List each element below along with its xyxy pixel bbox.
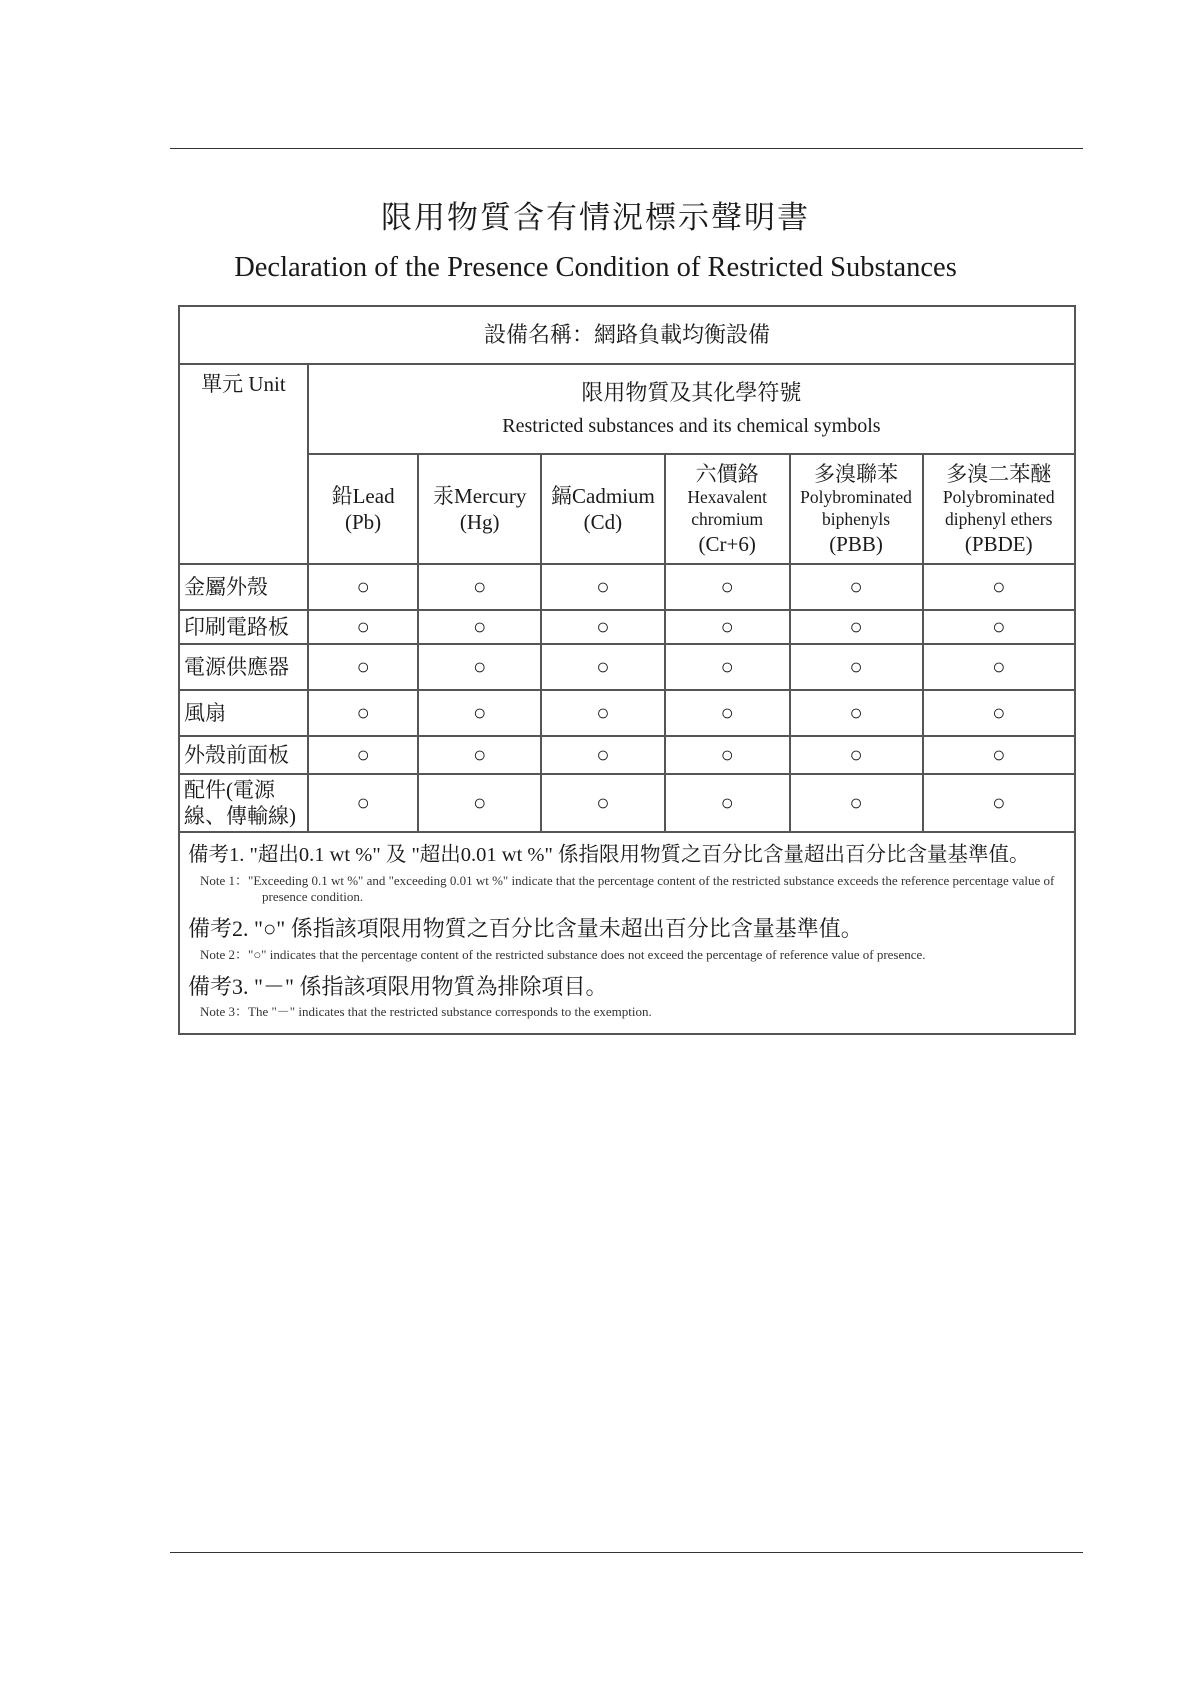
status-cell bbox=[923, 774, 1075, 832]
status-mark: ○ bbox=[473, 574, 487, 599]
unit-header bbox=[179, 364, 308, 564]
substance-line: 多溴聯苯 bbox=[814, 461, 899, 486]
substances-group-en: Restricted substances and its chemical symbols bbox=[502, 415, 881, 438]
status-cell bbox=[790, 610, 923, 644]
table-row bbox=[179, 774, 1075, 832]
substance-line: 鎘Cadmium bbox=[551, 483, 655, 508]
table-row bbox=[179, 736, 1075, 774]
status-cell bbox=[923, 610, 1075, 644]
status-mark: ○ bbox=[849, 654, 863, 679]
status-mark: ○ bbox=[596, 700, 610, 725]
device-name: 設備名稱：網路負載均衡設備 bbox=[179, 306, 1075, 364]
status-mark: ○ bbox=[992, 790, 1006, 815]
table-row bbox=[179, 564, 1075, 610]
status-cell bbox=[308, 564, 418, 610]
row-unit-label: 電源供應器 bbox=[179, 644, 308, 690]
top-rule bbox=[170, 148, 1083, 149]
status-cell bbox=[790, 690, 923, 736]
status-cell bbox=[923, 564, 1075, 610]
status-mark: ○ bbox=[596, 614, 610, 639]
status-mark: ○ bbox=[473, 742, 487, 767]
status-mark: ○ bbox=[849, 574, 863, 599]
status-mark: ○ bbox=[473, 654, 487, 679]
status-cell bbox=[923, 644, 1075, 690]
note-3-en: Note 3：The "－" indicates that the restricted substance corresponds to the exemption. bbox=[200, 1004, 652, 1020]
substance-line: Polybrominated bbox=[942, 487, 1055, 508]
status-mark: ○ bbox=[720, 614, 734, 639]
title-zh: 限用物質含有情況標示聲明書 bbox=[381, 200, 810, 235]
status-cell bbox=[308, 644, 418, 690]
status-mark: ○ bbox=[849, 742, 863, 767]
substance-line: (Pb) bbox=[345, 510, 382, 534]
title-en: Declaration of the Presence Condition of Restricted Substances bbox=[234, 252, 957, 283]
table-row bbox=[179, 610, 1075, 644]
status-cell bbox=[790, 774, 923, 832]
substance-line: biphenyls bbox=[822, 509, 891, 529]
row-unit-label: 金屬外殼 bbox=[179, 564, 308, 610]
substance-line: Polybrominated bbox=[800, 487, 912, 508]
substance-mercury bbox=[418, 454, 541, 564]
status-mark: ○ bbox=[356, 614, 370, 639]
table-row bbox=[179, 690, 1075, 736]
substance-line: (PBDE) bbox=[964, 531, 1033, 556]
status-cell bbox=[308, 774, 418, 832]
status-mark: ○ bbox=[473, 790, 487, 815]
status-cell bbox=[923, 736, 1075, 774]
status-mark: ○ bbox=[992, 700, 1006, 725]
status-mark: ○ bbox=[720, 790, 734, 815]
substance-line: chromium bbox=[691, 509, 764, 529]
substance-line: diphenyl ethers bbox=[945, 509, 1053, 529]
substance-line: 鉛Lead bbox=[331, 483, 395, 508]
status-cell bbox=[665, 644, 790, 690]
status-mark: ○ bbox=[473, 700, 487, 725]
status-mark: ○ bbox=[720, 742, 734, 767]
status-cell bbox=[665, 610, 790, 644]
status-mark: ○ bbox=[356, 654, 370, 679]
substance-hexavalent-chromium bbox=[665, 454, 790, 564]
status-cell bbox=[790, 644, 923, 690]
status-cell bbox=[541, 644, 665, 690]
bottom-rule bbox=[170, 1552, 1083, 1553]
status-mark: ○ bbox=[596, 574, 610, 599]
substance-line: (Cr+6) bbox=[698, 531, 756, 556]
status-mark: ○ bbox=[356, 700, 370, 725]
status-mark: ○ bbox=[992, 742, 1006, 767]
status-cell bbox=[541, 564, 665, 610]
substance-line: (Cd) bbox=[583, 510, 623, 534]
status-mark: ○ bbox=[849, 700, 863, 725]
substance-cadmium bbox=[541, 454, 665, 564]
status-cell bbox=[308, 690, 418, 736]
status-cell bbox=[541, 736, 665, 774]
status-cell bbox=[541, 774, 665, 832]
substance-line: 多溴二苯醚 bbox=[946, 461, 1052, 486]
status-cell bbox=[790, 564, 923, 610]
restricted-substances-table bbox=[178, 305, 1076, 1035]
status-mark: ○ bbox=[849, 790, 863, 815]
status-cell bbox=[541, 610, 665, 644]
unit-header-label: 單元 Unit bbox=[201, 372, 286, 396]
row-unit-label: 印刷電路板 bbox=[179, 610, 308, 644]
status-mark: ○ bbox=[596, 654, 610, 679]
substance-lead bbox=[308, 454, 418, 564]
row-unit-label: 配件(電源線、傳輸線) bbox=[179, 774, 308, 832]
substance-line: 汞Mercury bbox=[433, 483, 527, 508]
status-cell bbox=[665, 736, 790, 774]
status-mark: ○ bbox=[356, 790, 370, 815]
status-cell bbox=[923, 690, 1075, 736]
status-mark: ○ bbox=[720, 574, 734, 599]
substance-line: 六價鉻 bbox=[695, 461, 759, 486]
status-cell bbox=[418, 610, 541, 644]
status-cell bbox=[308, 610, 418, 644]
note-1-en: Note 1："Exceeding 0.1 wt %" and "exceeding 0.01 wt %" indicate that the percentage content of the restricted substance exceeds the reference percentage value of presence condition. bbox=[200, 872, 1055, 904]
status-mark: ○ bbox=[596, 790, 610, 815]
status-mark: ○ bbox=[596, 742, 610, 767]
status-mark: ○ bbox=[992, 574, 1006, 599]
note-2-en: Note 2："○" indicates that the percentage content of the restricted substance does not exceed the percentage of reference value of presence. bbox=[200, 946, 926, 962]
status-mark: ○ bbox=[473, 614, 487, 639]
status-cell bbox=[418, 564, 541, 610]
status-cell bbox=[541, 690, 665, 736]
substances-group-zh: 限用物質及其化學符號 bbox=[581, 379, 802, 405]
status-mark: ○ bbox=[720, 700, 734, 725]
substances-group-header bbox=[308, 364, 1075, 454]
status-cell bbox=[418, 736, 541, 774]
table-body bbox=[179, 564, 1075, 832]
note-2-zh: 備考2. "○" 係指該項限用物質之百分比含量未超出百分比含量基準值。 bbox=[188, 916, 863, 942]
status-cell bbox=[418, 690, 541, 736]
substance-pbde bbox=[923, 454, 1075, 564]
status-cell bbox=[418, 774, 541, 832]
substance-pbb bbox=[790, 454, 923, 564]
substance-line: (Hg) bbox=[459, 510, 500, 534]
notes bbox=[179, 832, 1075, 1034]
note-1-zh: 備考1. "超出0.1 wt %" 及 "超出0.01 wt %" 係指限用物質之百分比含量超出百分比含量基準值。 bbox=[188, 844, 1030, 866]
status-cell bbox=[665, 564, 790, 610]
substance-line: Hexavalent bbox=[687, 487, 768, 508]
status-mark: ○ bbox=[992, 614, 1006, 639]
status-cell bbox=[308, 736, 418, 774]
status-cell bbox=[418, 644, 541, 690]
status-cell bbox=[665, 774, 790, 832]
status-mark: ○ bbox=[720, 654, 734, 679]
table-row bbox=[179, 644, 1075, 690]
status-cell bbox=[665, 690, 790, 736]
status-mark: ○ bbox=[356, 574, 370, 599]
status-mark: ○ bbox=[992, 654, 1006, 679]
note-3-zh: 備考3. "－" 係指該項限用物質為排除項目。 bbox=[188, 973, 608, 999]
status-mark: ○ bbox=[356, 742, 370, 767]
row-unit-label: 外殼前面板 bbox=[179, 736, 308, 774]
substance-line: (PBB) bbox=[829, 531, 883, 556]
row-unit-label: 風扇 bbox=[179, 690, 308, 736]
status-mark: ○ bbox=[849, 614, 863, 639]
status-cell bbox=[790, 736, 923, 774]
